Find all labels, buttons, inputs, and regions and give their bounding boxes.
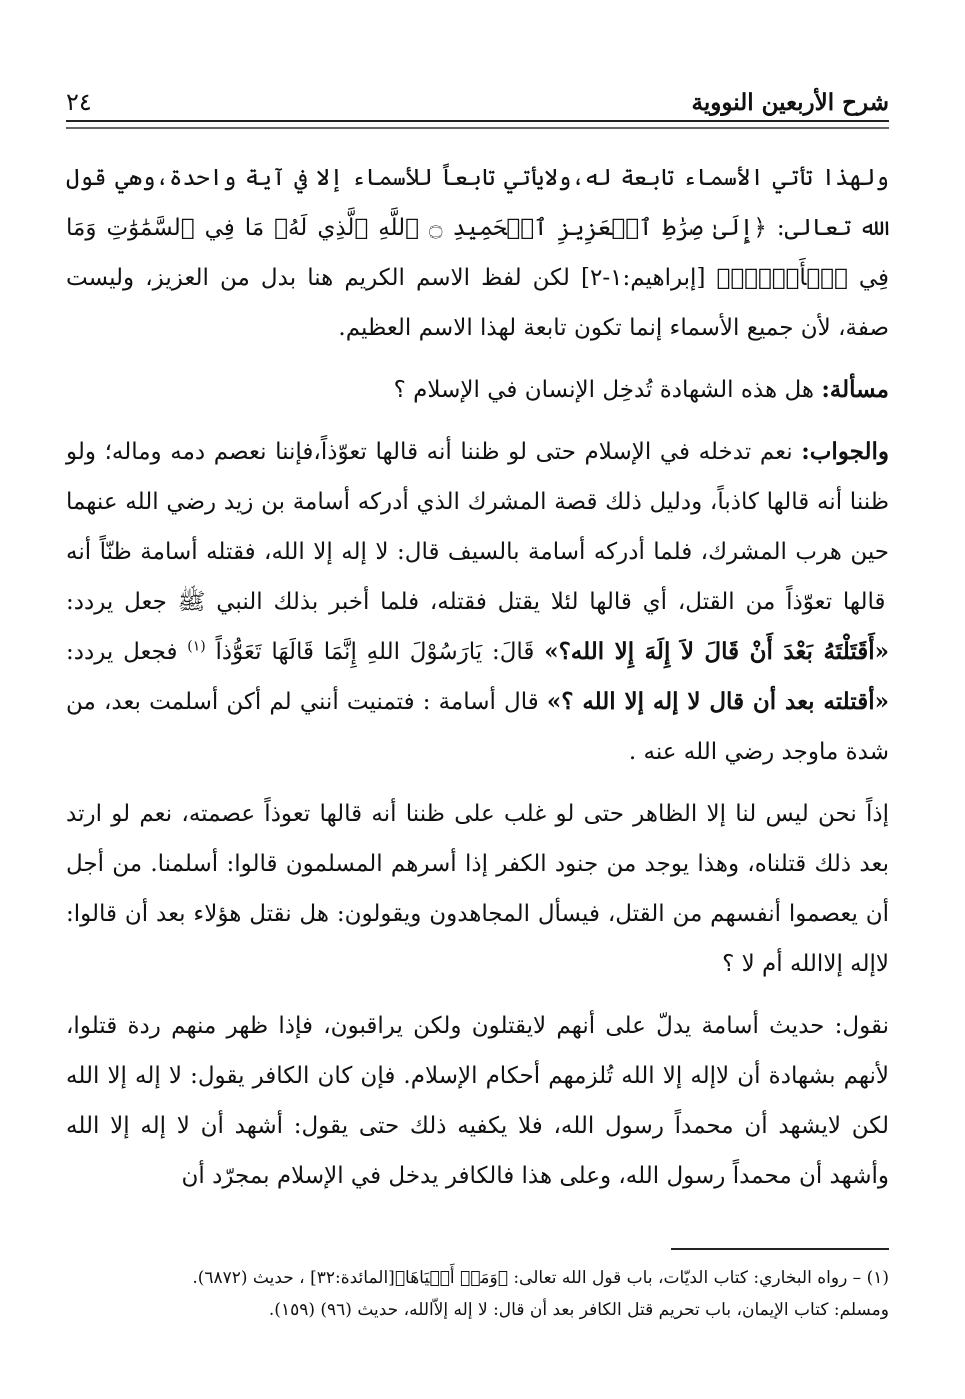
footnote-line-2: ومسلم: كتاب الإيمان، باب تحريم قتل الكافر بعد أن قال: لا إله إلاّالله، حديث (٩٦) (١٥٩). [268, 1300, 889, 1320]
paragraph-4: إذاً نحن ليس لنا إلا الظاهر حتى لو غلب على ظننا أنه قالها تعوذاً عصمته، نعم لو ارتد بعد ذلك قتلناه، وهذا يوجد من جنود الكفر إذا أسرهم المسلمون قالوا: أسلمنا. من أجل أن يعصموا أنفسهم من القتل، فيسأل المجاهدون ويقولون: هل نقتل هؤلاء بعد أن قالوا: لاإله إلاالله أم لا ؟ [66, 801, 889, 977]
p1-text-2: [إبراهيم:١-٢] لكن لفظ الاسم الكريم هنا بدل من العزيز، وليست صفة، لأن جميع الأسماء إنما تكون تابعة لهذا الاسم العظيم. [66, 265, 889, 341]
main-text [66, 153, 889, 1201]
answer-text-3: فجعل يردد: [66, 639, 178, 665]
question-text: هل هذه الشهادة تُدخِل الإنسان في الإسلام ؟ [393, 377, 814, 403]
footnote-line-1: (١) – رواه البخاري: كتاب الديّات، باب قول الله تعالى: ﴿وَمَنۡ أَحۡيَاهَا﴾[المائدة:٣٢] ، حديث (٦٨٧٢). [192, 1268, 889, 1288]
footnote-marker[interactable]: (١) [187, 638, 206, 655]
page-header [66, 82, 889, 116]
paragraph-1 [66, 153, 889, 353]
footnotes [60, 1262, 889, 1326]
p1-text: ولهذا تأتي الأسماء تابعة له،ولايأتي تابعاً للأسماء إلا في آية واحدة،وهي قول الله تعالى: [66, 165, 889, 241]
running-title: شرح الأربعين النووية [691, 89, 889, 116]
hadith-quote-1: «أَقَتَلْتَهُ بَعْدَ أَنْ قَالَ لاَ إِلَهَ إِلا الله؟» [544, 638, 890, 665]
answer-text-2: قَالَ: يَارَسُوْلَ اللهِ إِنَّمَا قَالَهَا تَعَوُّذاً [215, 639, 535, 665]
question-label: مسألة: [821, 376, 889, 403]
header-rule [66, 120, 889, 129]
hadith-quote-2: «أقتلته بعد أن قال لا إله إلا الله ؟» [546, 688, 889, 715]
footnote-separator [671, 1248, 889, 1250]
page-number: ٢٤ [66, 88, 92, 116]
paragraph-2 [66, 365, 889, 415]
paragraph-3 [66, 427, 889, 777]
answer-text-4: قال أسامة : فتمنيت أنني لم أكن أسلمت بعد، من شدة ماوجد رضي الله عنه . [66, 689, 889, 765]
answer-label: والجواب: [801, 438, 890, 465]
quran-verse: ﴿إِلَىٰ صِرَٰطِ ٱلۡعَزِيزِ ٱلۡحَمِيدِ ۝ ٱللَّهِ ٱلَّذِي لَهُۥ مَا فِي ٱلسَّمَٰوَٰتِ وَمَا فِي ٱلۡأَرۡضِۗ﴾ [66, 215, 890, 291]
answer-text: نعم تدخله في الإسلام حتى لو ظننا أنه قالها تعوّذاً،فإننا نعصم دمه وماله؛ ولو ظننا أنه قالها كاذباً، ودليل ذلك قصة المشرك الذي أدركه أسامة بن زيد رضي الله عنهما حين هرب المشرك، فلما أدركه أسامة بالسيف قال: لا إله إلا الله، فقتله أسامة ظنّاً أنه قالها تعوّذاً من القتل، أي قالها لئلا يقتل فقتله، فلما أخبر بذلك النبي ﷺ جعل يردد: [66, 439, 889, 615]
paragraph-5: نقول: حديث أسامة يدلّ على أنهم لايقتلون ولكن يراقبون، فإذا ظهر منهم ردة قتلوا، لأنهم بشهادة أن لاإله إلا الله تُلزمهم أحكام الإسلام. فإن كان الكافر يقول: لا إله إلا الله لكن لايشهد أن محمداً رسول الله، فلا يكفيه ذلك حتى يقول: أشهد أن لا إله إلا الله وأشهد أن محمداً رسول الله، وعلى هذا فالكافر يدخل في الإسلام بمجرّد أن [66, 1013, 889, 1189]
